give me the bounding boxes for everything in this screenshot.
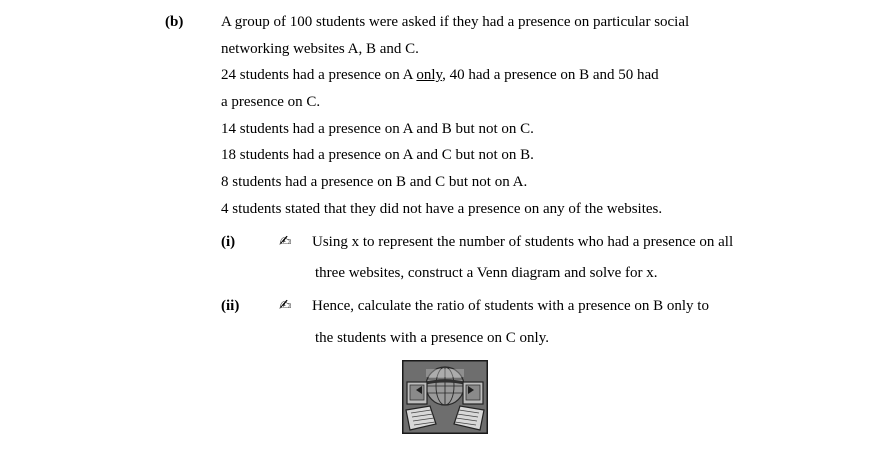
ac-not-b-line: 18 students had a presence on A and C but not on B. [221, 147, 534, 163]
networking-computers-image [402, 360, 488, 434]
globe-icon [426, 367, 464, 405]
question-i-line-2: three websites, construct a Venn diagram and solve for x. [315, 265, 658, 281]
ab-not-c-line: 14 students had a presence on A and B but not on C. [221, 121, 534, 137]
writing-hand-icon: ✍ [279, 232, 292, 250]
question-i-label: (i) [221, 234, 236, 250]
question-ii-line-1: Hence, calculate the ratio of students with a presence on B only to [312, 298, 709, 314]
question-ii-label: (ii) [221, 298, 240, 314]
a-only-line [221, 66, 659, 84]
a-only-underlined-word: only [416, 67, 443, 83]
a-only-text-post: , 40 had a presence on B and 50 had [442, 67, 659, 83]
question-ii-line-2: the students with a presence on C only. [315, 330, 549, 346]
a-only-line-cont: a presence on C. [221, 94, 321, 110]
part-label: (b) [165, 14, 184, 30]
writing-hand-icon: ✍ [279, 296, 292, 314]
no-presence-line: 4 students stated that they did not have a presence on any of the websites. [221, 201, 663, 217]
networking-illustration [402, 360, 488, 434]
intro-line-2: networking websites A, B and C. [221, 41, 419, 57]
bc-not-a-line: 8 students had a presence on B and C but not on A. [221, 174, 528, 190]
intro-line-1: A group of 100 students were asked if they had a presence on particular social [221, 14, 690, 30]
question-i-line-1: Using x to represent the number of students who had a presence on all [312, 234, 734, 250]
a-only-text-pre: 24 students had a presence on A [221, 67, 417, 83]
